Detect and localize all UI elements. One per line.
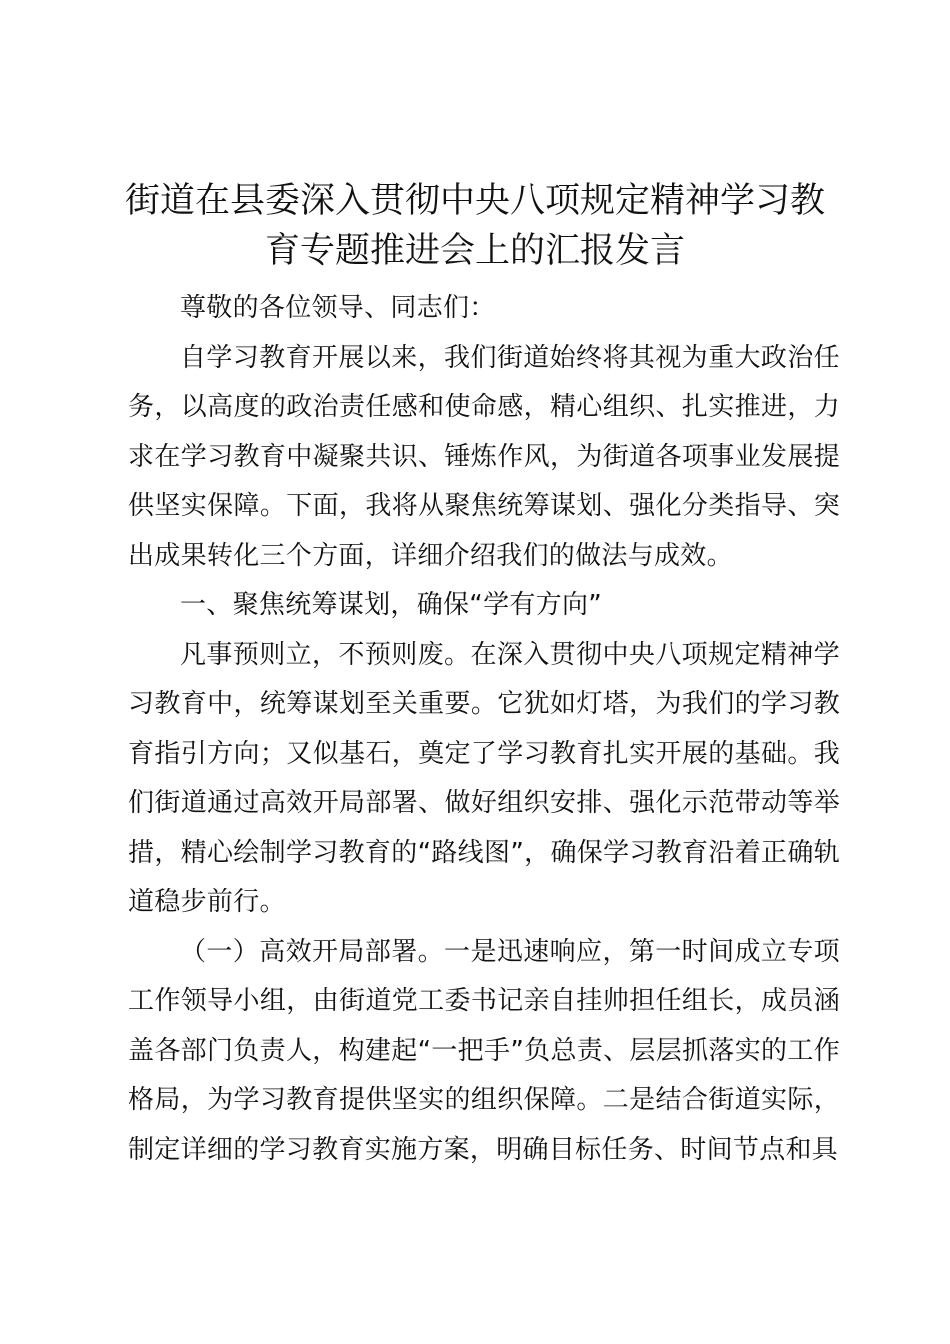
paragraph-intro: 自学习教育开展以来，我们街道始终将其视为重大政治任务，以高度的政治责任感和使命感，精心组织、扎实推进，力求在学习教育中凝聚共识、锤炼作风，为街道各项事业发展提供坚实保障。下面，我将从聚焦统筹谋划、强化分类指导、突出成果转化三个方面，详细介绍我们的做法与成效。 [128,342,840,571]
document-title: 街道在县委深入贯彻中央八项规定精神学习教育专题推进会上的汇报发言 [124,181,825,271]
paragraph-subsection-1: （一）高效开局部署。一是迅速响应，第一时间成立专项工作领导小组，由街道党工委书记亲自挂帅担任组长，成员涵盖各部门负责人，构建起“一把手”负总责、层层抓落实的工作格局，为学习教育提供坚实的组织保障。二是结合街道实际，制定详细的学习教育实施方案，明确目标任务、时间节点和具 [128,936,840,1165]
section-heading-1: 一、聚焦统筹谋划，确保“学有方向” [180,590,603,620]
paragraph-section-1: 凡事预则立，不预则废。在深入贯彻中央八项规定精神学习教育中，统筹谋划至关重要。它犹如灯塔，为我们的学习教育指引方向；又似基石，奠定了学习教育扎实开展的基础。我们街道通过高效开局部署、做好组织安排、强化示范带动等举措，精心绘制学习教育的“路线图”，确保学习教育沿着正确轨道稳步前行。 [128,639,840,917]
document-body [128,284,840,1175]
salutation: 尊敬的各位领导、同志们： [180,293,496,323]
